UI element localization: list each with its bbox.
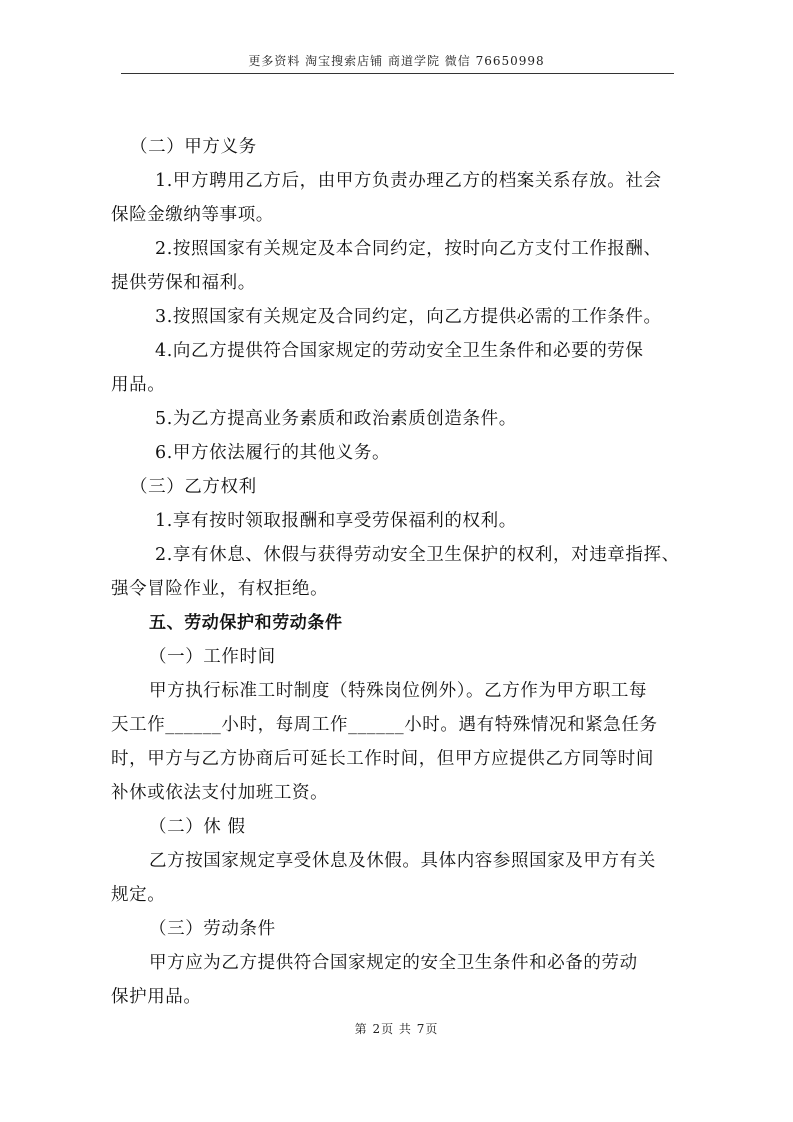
body-line: 1.甲方聘用乙方后，由甲方负责办理乙方的档案关系存放。社会 (155, 171, 662, 191)
body-line: 规定。 (111, 885, 166, 905)
body-line: 补休或依法支付加班工资。 (111, 783, 329, 803)
body-line: 甲方执行标准工时制度（特殊岗位例外）。乙方作为甲方职工每 (149, 681, 648, 701)
body-line: （二）休 假 (149, 817, 246, 837)
body-line: 天工作______小时，每周工作______小时。遇有特殊情况和紧急任务 (111, 715, 658, 735)
body-line: 甲方应为乙方提供符合国家规定的安全卫生条件和必备的劳动 (149, 953, 638, 973)
body-line: 保险金缴纳等事项。 (111, 205, 274, 225)
body-line: （一）工作时间 (149, 647, 276, 667)
page-header: 更多资料 淘宝搜索店铺 商道学院 微信 76650998 (248, 54, 545, 68)
body-line: 用品。 (111, 375, 166, 395)
body-line: 1.享有按时领取报酬和享受劳保福利的权利。 (155, 511, 517, 531)
body-line: 保护用品。 (111, 987, 202, 1007)
body-line: 3.按照国家有关规定及合同约定，向乙方提供必需的工作条件。 (155, 307, 662, 327)
document-body (111, 130, 681, 1014)
body-line: （二）甲方义务 (130, 137, 257, 157)
body-line: 4.向乙方提供符合国家规定的劳动安全卫生条件和必要的劳保 (155, 341, 644, 361)
header-divider (121, 73, 674, 74)
body-line: 乙方按国家规定享受休息及休假。具体内容参照国家及甲方有关 (149, 851, 656, 871)
section-heading: 五、劳动保护和劳动条件 (149, 613, 343, 633)
body-line: （三）劳动条件 (149, 919, 276, 939)
body-line: 2.按照国家有关规定及本合同约定，按时向乙方支付工作报酬、 (155, 239, 662, 259)
page-footer: 第 2页 共 7页 (354, 1022, 439, 1036)
body-line: 强令冒险作业，有权拒绝。 (111, 579, 329, 599)
body-line: 2.享有休息、休假与获得劳动安全卫生保护的权利，对违章指挥、 (155, 545, 680, 565)
body-line: 时，甲方与乙方协商后可延长工作时间，但甲方应提供乙方同等时间 (111, 749, 654, 769)
body-line: 提供劳保和福利。 (111, 273, 256, 293)
body-line: （三）乙方权利 (130, 477, 257, 497)
body-line: 6.甲方依法履行的其他义务。 (155, 443, 391, 463)
body-line: 5.为乙方提高业务素质和政治素质创造条件。 (155, 409, 517, 429)
